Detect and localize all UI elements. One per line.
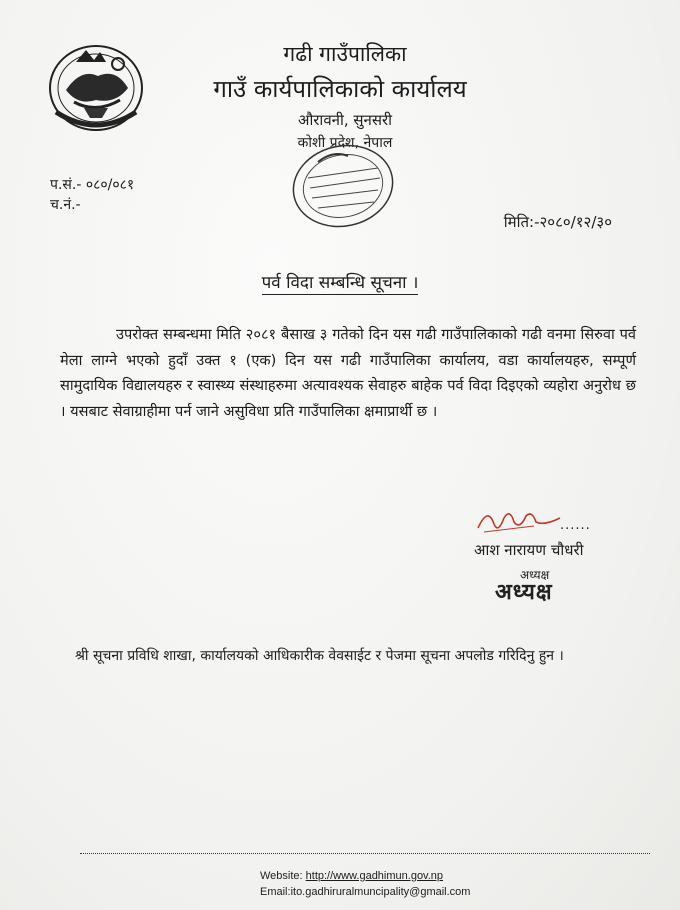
- signature-dots: ......: [560, 518, 591, 533]
- website-link[interactable]: http://www.gadhimun.gov.np: [305, 870, 444, 882]
- government-emblem-icon: [46, 42, 146, 134]
- subject-text: पर्व विदा सम्बन्धि सूचना ।: [262, 270, 419, 295]
- office-seal-icon: [288, 140, 398, 232]
- email-label: Email:: [260, 886, 291, 898]
- signatory-title: अध्यक्ष: [520, 568, 550, 582]
- website-label: Website:: [260, 870, 306, 882]
- signature-icon: [474, 504, 564, 538]
- office-address: औरावनी, सुनसरी: [297, 111, 393, 129]
- office-name: गाउँ कार्यपालिकाको कार्यालय: [213, 75, 467, 103]
- subject-line: [0, 270, 680, 295]
- email-address[interactable]: ito.gadhiruralmuncipality@gmail.com: [290, 886, 471, 898]
- dispatch-number: च.नं.-: [50, 197, 81, 213]
- document-date: मिति:-२०८०/१२/३०: [503, 213, 612, 231]
- footer: [260, 868, 470, 900]
- footer-email-row: [260, 884, 470, 900]
- reference-block: [50, 175, 134, 215]
- office-province: कोशी प्रदेश, नेपाल: [297, 135, 393, 151]
- footer-website-row: [260, 868, 470, 884]
- reference-number: प.सं.- ०८०/०८१: [50, 177, 135, 193]
- notice-body: उपरोक्त सम्बन्धमा मिति २०८१ बैसाख ३ गतेको दिन यस गढी गाउँपालिकाको गढी वनमा सिरुवा पर्व मेला लाग्ने भएको हुदाँ उक्त १ (एक) दिन यस गढी गाउँपालिका कार्यालय, वडा कार्यालयहरु, सम्पूर्ण सामुदायिक विद्यालयहरु र स्वास्थ्य संस्थाहरुमा अत्यावश्यक सेवाहरु बाहेक पर्व विदा दिइएको व्यहोरा अनुरोध छ । यसबाट सेवाग्राहीमा पर्न जाने असुविधा प्रति गाउँपालिका क्षमाप्रार्थी छ ।: [60, 326, 636, 420]
- org-name: गढी गाउँपालिका: [283, 42, 407, 66]
- signatory-title-stamp: अध्यक्ष: [495, 580, 553, 605]
- footer-divider: [80, 853, 650, 854]
- signatory-name: आश नारायण चौधरी: [474, 541, 584, 559]
- distribution-note: श्री सूचना प्रविधि शाखा, कार्यालयको आधिकारीक वेवसाईट र पेजमा सूचना अपलोड गरिदिनु हुन ।: [75, 648, 564, 664]
